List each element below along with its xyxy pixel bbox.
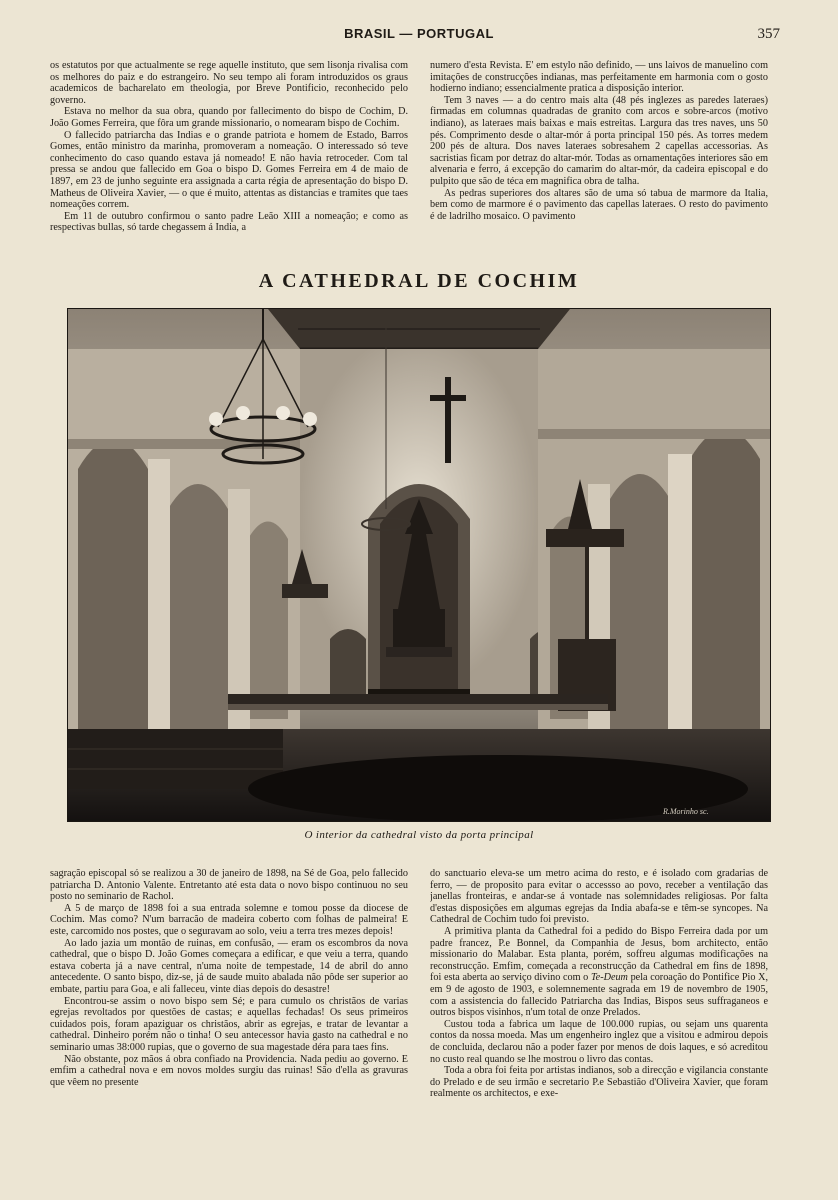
paragraph: Não obstante, poz mãos á obra confiado na Providencia. Nada pediu ao governo. E emfim a cathedral nova e em novos moldes surgiu das ruinas! São d'ella as gravuras que vêem no presente bbox=[50, 1053, 408, 1088]
paragraph: As pedras superiores dos altares são de uma só tabua de marmore da Italia, bem como de marmore é o pavimento das capellas lateraes. O resto do pavimento é de ladrilho mosaico. O pavimento bbox=[430, 187, 768, 222]
paragraph-text: pela coroação do Pontifice Pio X, em 9 de agosto de 1903, e solemnemente sagrada em 19 de novembro de 1905, com a assistencia do fallecido Patriarcha das Indias, Bispos seus suffraganeos e outros bispos visinhos, n'um total de onze Prelados. bbox=[430, 972, 768, 1019]
italic-term: Te-Deum bbox=[590, 972, 628, 984]
paragraph: do sanctuario eleva-se um metro acima do resto, e é isolado com gradarias de ferro, — de proposito para evitar o accessso ao povo, receber a ventilação das janellas fronteiras, e andar-se á vontade nas solemnidades religiosas. Por falta d'estas disposições em algumas egrejas da India abafa-se e têm-se syncopes. Na Cathedral de Cochim tudo foi previsto. bbox=[430, 868, 768, 926]
page-number: 357 bbox=[757, 26, 780, 42]
running-title: BRASIL — PORTUGAL bbox=[344, 26, 494, 41]
paragraph: sagração episcopal só se realizou a 30 de janeiro de 1898, na Sé de Goa, pelo fallecido patriarcha D. Antonio Valente. Entretanto até esta data o novo bispo continuou no seu posto no seminario de Rachol. bbox=[50, 868, 408, 903]
paragraph: Estava no melhor da sua obra, quando por fallecimento do bispo de Cochim, D. João Gomes Ferreira, que fôra um grande missionario, o nomearam bispo de Cochim. bbox=[50, 106, 408, 129]
column-bottom-right bbox=[430, 868, 768, 1152]
paragraph: Em 11 de outubro confirmou o santo padre Leão XIII a nomeação; e como as respectivas bullas, só tarde chegassem á India, a bbox=[50, 210, 408, 234]
section-title: A CATHEDRAL DE COCHIM bbox=[258, 270, 580, 292]
running-head bbox=[0, 26, 838, 44]
paragraph: Ao lado jazia um montão de ruinas, em confusão, — eram os escombros da nova cathedral, que o bispo D. João Gomes começara a edificar, e que veiu a terra, quando estava coberta já a nave central, n'uma noite de tempestade, 14 de abril do anno antecedente. O santo bispo, diz-se, já de saude muito abalada não pôde ser superior ao embate, partiu para Goa, e ali falleceu, vinte dias depois do desastre! bbox=[50, 937, 408, 995]
paragraph-text: A primitiva planta da Cathedral foi a pedido do Bispo Ferreira dada por um padre francez, P.e Bonnel, da Companhia de Jesus, bom architecto, então missionario do Malabar. Esta planta, porém, soffreu algumas modificações na reconstrucção. Emfim, começada a reconstrucção da Cathedral em fins de 1898, foi esta aberta ao serviço divino com o bbox=[430, 925, 768, 984]
paragraph: os estatutos por que actualmente se rege aquelle instituto, que sem lisonja rivalisa com os melhores do paiz e do estrangeiro. No seu tempo ali foram introduzidos os graus academicos de bacharelato em theologia, por Breve Pontificio, reconhecido pelo governo. bbox=[50, 60, 408, 106]
paragraph: Tem 3 naves — a do centro mais alta (48 pés inglezes as paredes lateraes) firmadas em columnas quadradas de granito com arcos e sobre-arcos (motivo indiano), as lateraes mais baixas e mais estreitas. Largura das tres naves, uns 50 pés. Comprimento desde o altar-mór á porta principal 150 pés. As torres medem 200 pés de altura. Dos naves lateraes sobresahem 2 capellas accessorias. As sacristias ficam por detraz do altar-mór. Todas as ornamentações interiores são em alvenaria e ferro, á excepção do camarim do altar-mór, da cadeira episcopal e do pulpito que são de téca em magnifica obra de talha. bbox=[430, 94, 768, 187]
paragraph: Custou toda a fabrica um laque de 100.000 rupias, ou sejam uns quarenta contos da nossa moeda. Mas um engenheiro inglez que a visitou e admirou depois de concluida, declarou não a poder fazer por menos de dois laques, e só acreditou no custo real quando se lhe mostrou o livro das contas. bbox=[430, 1018, 768, 1065]
paragraph: O fallecido patriarcha das Indias e o grande patriota e homem de Estado, Barros Gomes, então ministro da marinha, promoveram a nomeação. O interessado só teve conhecimento do caso quando estava já nomeado! E não havia retroceder. Com tal pressa se andou que fallecido em Goa o bispo D. Gomes Ferreira em 4 de maio de 1897, em 23 de junho seguinte era assignada a carta régia de apresentação do bispo D. Matheus de Oliveira Xavier, — o que é muito, attentas as distancias e tramites que taes nomeações correm. bbox=[50, 129, 408, 211]
column-top-left bbox=[50, 60, 408, 258]
paragraph: Toda a obra foi feita por artistas indianos, sob a direcção e vigilancia constante do Prelado e de seu irmão e secretario P.e Sebastião d'Oliveira Xavier, que foram realmente os architectos, e exe- bbox=[430, 1065, 768, 1100]
paragraph: A 5 de março de 1898 foi a sua entrada solemne e tomou posse da diocese de Cochim. Mas como? N'um barracão de madeira coberto com folhas de palmeira! E este, carcomido nos postes, que o seguravam ao solo, veiu a terra tres mezes depois! bbox=[50, 902, 408, 937]
column-bottom-left bbox=[50, 868, 408, 1152]
paragraph: numero d'esta Revista. E' em estylo não definido, — uns laivos de manuelino com imitações de construcções indianas, mas perfeitamente em harmonia com o gosto hodierno indiano; essencialmente pratica a disposição interior. bbox=[430, 60, 768, 95]
photo-caption: O interior da cathedral visto da porta principal bbox=[304, 829, 534, 841]
column-top-right bbox=[430, 60, 768, 258]
paragraph: Encontrou-se assim o novo bispo sem Sé; e para cumulo os christãos de varias egrejas revoltados por questões de castas; e aquellas fechadas! Os seus primeiros cuidados pois, foram apaziguar os christãos, abrir as egrejas, e tratar de levantar a cathedral. Dinheiro porém não o tinha! O seu antecessor havia gasto na cathedral e no seminario umas 38:000 rupias, que o governo de sua magestade déra para taes fins. bbox=[50, 995, 408, 1053]
paragraph bbox=[430, 926, 768, 1019]
cathedral-interior-illustration bbox=[68, 309, 770, 821]
engraver-signature: R.Morinho sc. bbox=[663, 807, 709, 816]
cathedral-interior-photo bbox=[67, 308, 771, 822]
